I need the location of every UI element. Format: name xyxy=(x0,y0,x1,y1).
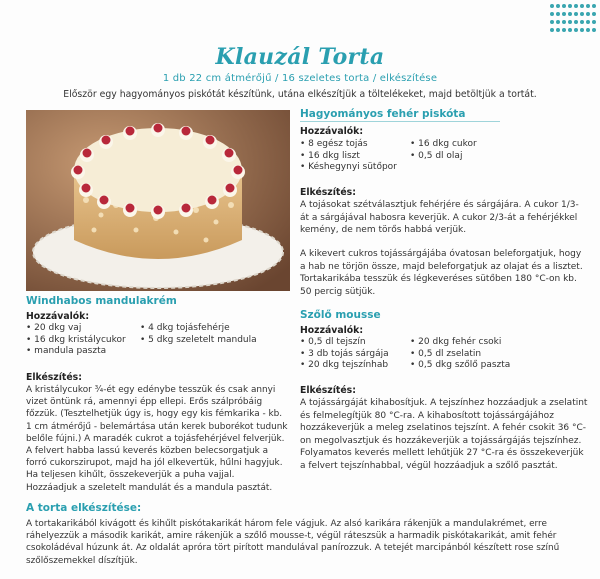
sponge-method-text-1: A tojásokat szétválasztjuk fehérjére és sárgájára. A cukor 1/3-át a sárgájával habosra keverjük. A cukor 2/3-át a fehérjékkel kemény, de nem törős habbá verjük. xyxy=(300,200,579,236)
list-item: • 20 dkg fehér csoki xyxy=(410,337,540,349)
list-item: • 20 dkg vaj xyxy=(26,323,146,335)
sponge-ingredients-label: Hozzávalók: xyxy=(300,126,364,137)
list-item: • Késhegynyi sütőpor xyxy=(300,162,410,174)
cake-photo xyxy=(26,110,290,291)
mousse-ingredients-right xyxy=(410,337,540,372)
recipe-title: Klauzál Torta xyxy=(215,44,385,70)
sponge-ingredients-right xyxy=(410,139,520,162)
list-item: • 8 egész tojás xyxy=(300,139,410,151)
decorative-dot-pattern xyxy=(550,4,594,34)
sponge-method-label: Elkészítés: xyxy=(300,187,356,198)
list-item: • 0,5 dkg szőlő paszta xyxy=(410,360,540,372)
intro-text: Először egy hagyományos piskótát készítünk, utána elkészítjük a töltelékeket, majd betöltjük a tortát. xyxy=(63,89,537,100)
list-item: • 0,5 dl olaj xyxy=(410,151,520,163)
sponge-heading: Hagyományos fehér piskóta xyxy=(300,108,466,120)
assembly-text: A tortakarikából kivágott és kihűlt piskótakarikát három fele vágjuk. Az alsó karikára rákenjük a mandulakrémet, erre ráhelyezzük a második karikát, amire rákenjük a szőlő mousse-t, végül ráteszsük a harmadik piskótakarikát, amit fehér csokoládéval húzunk át. Az oldalát apróra tört pirított mandulával panírozzuk. A tetejét marcipánból készített rose színű szőlőszemekkel díszítjük. xyxy=(26,519,560,566)
mousse-method-label: Elkészítés: xyxy=(300,385,356,396)
mousse-ingredients-left xyxy=(300,337,415,372)
almond-method-text: A kristálycukor ¾-ét egy edénybe tesszük és csak annyi vizet öntünk rá, amennyi épp ellepi. Erős szálpróbáig főzzük. (Tesztelhetjük úgy is, hogy egy kis fémkarika - kb. 1 cm átmérőjű - belemártása után kerek buborékot tudunk belőle fújni.) A maradék cukrot a tojásfehérjével felverjük. A felvert habba lassú keverés közben belecsorgatjuk a forró cukorszirupot, majd ha jól elkevertük, hűlni hagyjuk. Ha teljesen kihűlt, összekeverjük a puha vajjal. Hozzáadjuk a szeletelt mandulát és a mandula pasztát. xyxy=(26,385,288,493)
list-item: • 20 dkg tejszínhab xyxy=(300,360,415,372)
almond-ingredients-left xyxy=(26,323,146,358)
list-item: • 4 dkg tojásfehérje xyxy=(140,323,290,335)
list-item: • 16 dkg kristálycukor xyxy=(26,335,146,347)
assembly-heading: A torta elkészítése: xyxy=(26,502,142,514)
almond-method-label: Elkészítés: xyxy=(26,372,82,383)
list-item: • mandula paszta xyxy=(26,346,146,358)
list-item: • 0,5 dl tejszín xyxy=(300,337,415,349)
list-item: • 16 dkg liszt xyxy=(300,151,410,163)
almond-cream-heading: Windhabos mandulakrém xyxy=(26,295,177,307)
almond-ingredients-label: Hozzávalók: xyxy=(26,311,90,322)
sponge-heading-underline xyxy=(300,121,500,122)
recipe-subtitle: 1 db 22 cm átmérőjű / 16 szeletes torta / elkészítése xyxy=(162,73,438,84)
list-item: • 0,5 dl zselatin xyxy=(410,349,540,361)
list-item: • 3 db tojás sárgája xyxy=(300,349,415,361)
list-item: • 16 dkg cukor xyxy=(410,139,520,151)
list-item: • 5 dkg szeletelt mandula xyxy=(140,335,290,347)
sponge-method-text-2: A kikevert cukros tojássárgájába óvatosan beleforgatjuk, hogy a hab ne törjön össze, majd beleforgatjuk az olajat és a lisztet. Tortakarikába tesszük és légkeveréses sütőben 180 °C-on kb. 50 percig sütjük. xyxy=(300,249,583,297)
mousse-ingredients-label: Hozzávalók: xyxy=(300,325,364,336)
mousse-method-text: A tojássárgáját kihabosítjuk. A tejszínhez hozzáadjuk a zselatint és felmelegítjük 80 °C-ra. A kihabosított tojássárgájához hozzákeverjük a meleg zselatinos tejszínt. A fehér csokit 36 °C-on megolvasztjuk és hozzákeverjük a tojássárgájás tejszínhez. Folyamatos keverés mellett lehűtjük 27 °C-ra és összekeverjük a felvert tejszínhabbal, végül hozzáadjuk a szőlő pasztát. xyxy=(300,398,588,471)
mousse-heading: Szőlő mousse xyxy=(300,309,381,321)
almond-ingredients-right xyxy=(140,323,290,346)
sponge-ingredients-left xyxy=(300,139,410,174)
